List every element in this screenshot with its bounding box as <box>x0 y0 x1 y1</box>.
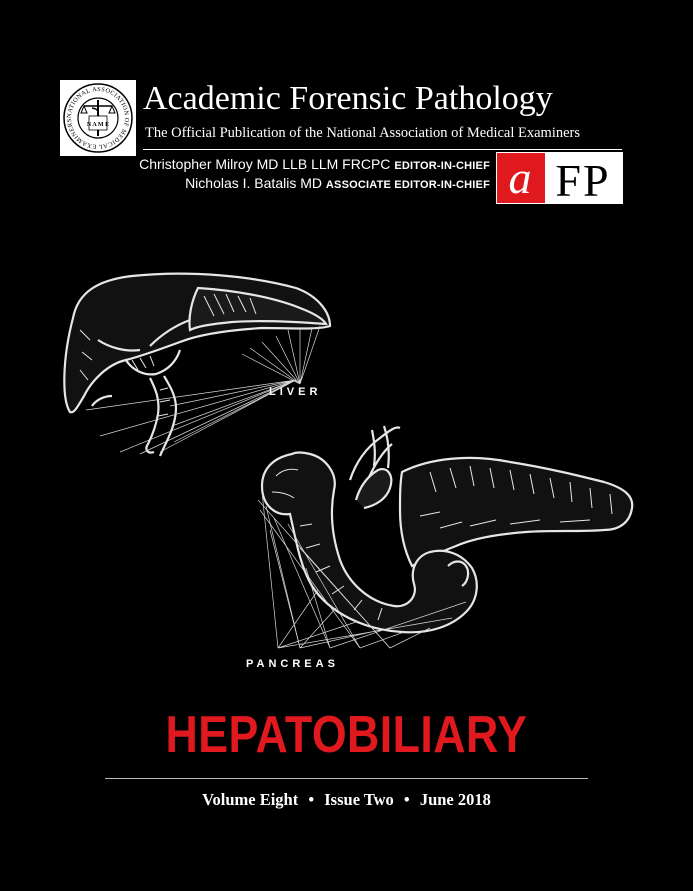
journal-title: Academic Forensic Pathology <box>143 80 553 117</box>
issue-number-label: Issue Two <box>324 790 394 809</box>
separator-dot: • <box>308 790 315 809</box>
editor-in-chief <box>139 156 490 175</box>
header-divider <box>143 149 622 150</box>
afp-logo-a: a <box>508 153 532 203</box>
afp-logo-fp: FP <box>555 155 611 203</box>
anatomy-illustration <box>0 230 693 690</box>
afp-wordmark-icon <box>497 153 622 203</box>
pancreas-drawing <box>262 426 632 632</box>
footer-divider <box>105 778 588 779</box>
journal-subtitle: The Official Publication of the National Association of Medical Examiners <box>145 125 581 141</box>
separator-dot: • <box>403 790 410 809</box>
issue-date-label: June 2018 <box>419 790 491 809</box>
seal-letters: N A M E <box>86 122 110 128</box>
liver-label: LIVER <box>269 386 322 398</box>
seal-ring-text: NATIONAL ASSOCIATION OF MEDICAL EXAMINERS <box>65 85 131 151</box>
pancreas-label: PANCREAS <box>246 658 339 670</box>
organs-drawing <box>0 230 693 690</box>
editor-role: ASSOCIATE EDITOR-IN-CHIEF <box>325 179 490 191</box>
associate-editor <box>185 175 490 194</box>
editor-role: EDITOR-IN-CHIEF <box>394 160 490 172</box>
editor-name: Christopher Milroy MD LLB LLM FRCPC <box>139 156 391 172</box>
issue-info <box>0 790 693 810</box>
issue-theme-title: HEPATOBILIARY <box>165 706 528 764</box>
seal-emblem-icon <box>60 80 136 156</box>
volume-label: Volume Eight <box>202 790 299 809</box>
afp-logo <box>496 152 623 204</box>
name-seal-logo <box>60 80 136 156</box>
editor-name: Nicholas I. Batalis MD <box>185 175 322 191</box>
